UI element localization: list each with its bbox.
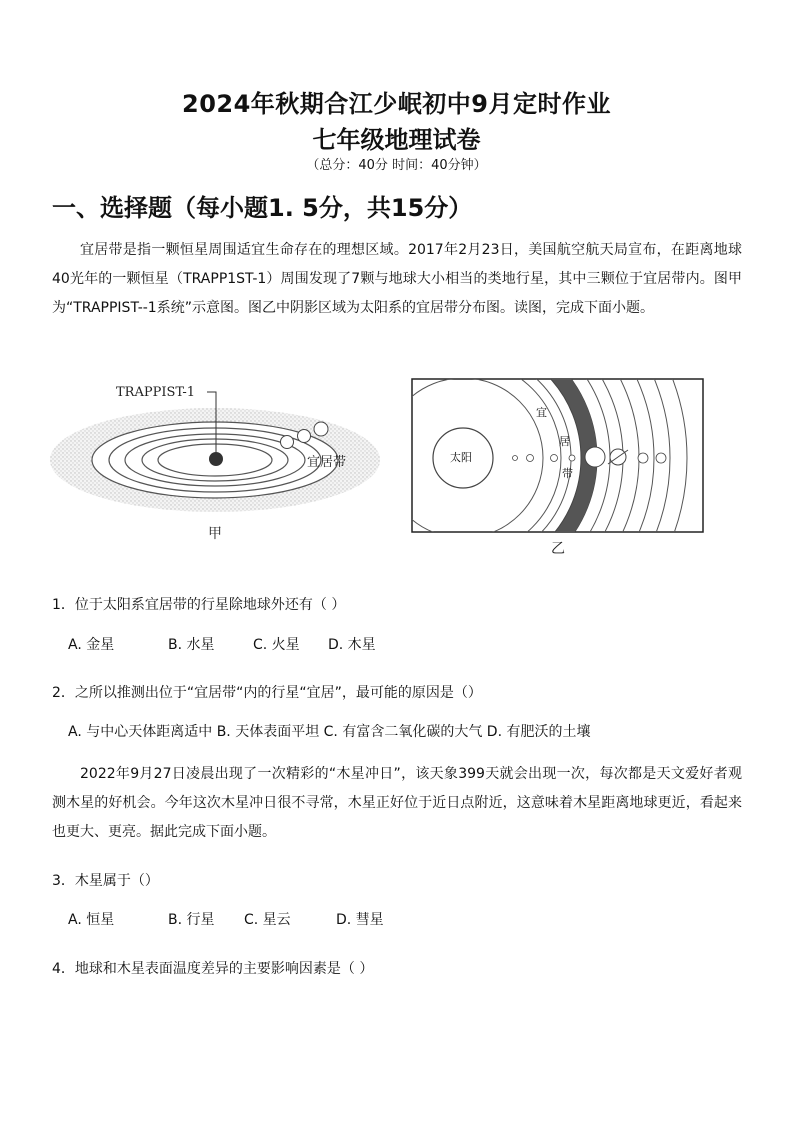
question-1-options [68, 634, 376, 654]
planet-dot [314, 422, 328, 436]
option-a[interactable]: A. 金星 [68, 637, 115, 653]
question-3-options [68, 909, 384, 929]
option-d[interactable]: D. 木星 [328, 637, 376, 653]
question-2-options [68, 721, 590, 741]
exam-meta: （总分：40分 时间：40分钟） [306, 158, 487, 173]
option-d[interactable]: D. 彗星 [336, 912, 384, 928]
star-dot [209, 452, 223, 466]
exam-title: 2024年秋期合江少岷初中9月定时作业 [182, 90, 611, 118]
figure-solar-system-habitable-zone [411, 378, 706, 558]
option-c[interactable]: C. 火星 [253, 637, 300, 653]
zone-char-3: 带 [562, 467, 573, 480]
zone-char-2: 居 [559, 435, 570, 448]
option-d[interactable]: D. 有肥沃的土壤 [486, 724, 591, 740]
figure-caption-yi: 乙 [551, 541, 565, 557]
exam-subject-title: 七年级地理试卷 [312, 126, 481, 154]
sun-label: 太阳 [450, 451, 472, 464]
planet-neptune-dot [656, 453, 666, 463]
passage-habitable-zone: 宜居带是指一颗恒星周围适宜生命存在的理想区域。2017年2月23日，美国航空航天局宣布，在距离地球40光年的一颗恒星（TRAPP1ST-1）周围发现了7颗与地球大小相当的类地行星，其中三颗位于宜居带内。图甲为“TRAPPIST--1系统”示意图。图乙中阴影区域为太阳系的宜居带分布图。读图，完成下面小题。 [52, 242, 742, 316]
figure-trappist-system [50, 380, 385, 545]
option-b[interactable]: B. 天体表面平坦 [216, 724, 320, 740]
option-a[interactable]: A. 恒星 [68, 912, 115, 928]
passage-jupiter-opposition: 2022年9月27日凌晨出现了一次精彩的“木星冲日”，该天象399天就会出现一次，每次都是天文爱好者观测木星的好机会。今年这次木星冲日很不寻常，木星正好位于近日点附近，这意味着木星距离地球更近，看起来也更大、更亮。据此完成下面小题。 [52, 766, 742, 840]
section-heading: 一、选择题（每小题1. 5分，共15分） [52, 194, 473, 222]
question-2-stem: 2．之所以推测出位于“宜居带“内的行星“宜居”，最可能的原因是（） [52, 685, 482, 701]
option-b[interactable]: B. 水星 [168, 637, 215, 653]
question-3-stem: 3．木星属于（） [52, 873, 159, 889]
planet-earth-dot [551, 455, 558, 462]
question-4-stem: 4．地球和木星表面温度差异的主要影响因素是（ ） [52, 961, 374, 977]
figure-caption-jia: 甲 [208, 526, 222, 542]
planet-venus-dot [527, 455, 534, 462]
option-c[interactable]: C. 星云 [244, 912, 291, 928]
habitable-zone-label: 宜居带 [307, 455, 347, 470]
planet-dot [298, 430, 311, 443]
planet-uranus-dot [638, 453, 648, 463]
planet-dot [281, 436, 294, 449]
planet-mars-dot [569, 455, 575, 461]
question-1-stem: 1．位于太阳系宜居带的行星除地球外还有（ ） [52, 597, 346, 613]
planet-mercury-dot [513, 456, 518, 461]
option-c[interactable]: C. 有富含二氧化碳的大气 [323, 724, 483, 740]
zone-char-1: 宜 [536, 406, 547, 419]
star-label: TRAPPIST-1 [116, 385, 196, 400]
planet-jupiter-dot [585, 447, 605, 467]
option-b[interactable]: B. 行星 [168, 912, 215, 928]
option-a[interactable]: A. 与中心天体距离适中 [68, 724, 213, 740]
